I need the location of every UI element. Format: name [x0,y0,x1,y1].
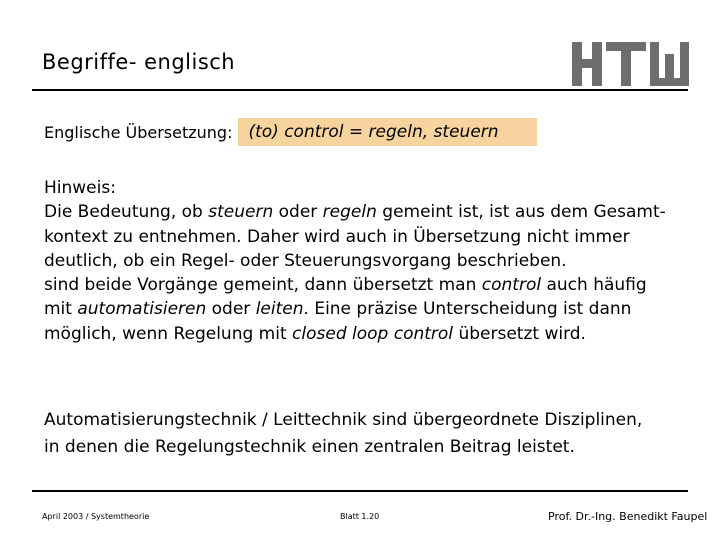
page-title: Begriffe- englisch [42,50,236,74]
summary-line: Automatisierungstechnik / Leittechnik sind übergeordnete Disziplinen, [44,410,643,430]
title-divider [32,89,688,91]
summary-block [44,407,714,461]
note-line: deutlich, ob ein Regel- oder Steuerungsvorgang beschrieben. [44,250,567,271]
note-line: kontext zu entnehmen. Daher wird auch in Übersetzung nicht immer [44,226,630,247]
note-line: mit automatisieren oder leiten. Eine präzise Unterscheidung ist dann [44,299,632,320]
translation-value: (to) control = regeln, steuern [238,118,536,146]
footer-page-number: Blatt 1.20 [340,512,380,521]
note-heading: Hinweis: [44,178,116,198]
note-line: sind beide Vorgänge gemeint, dann übersetzt man control auch häufig [44,275,647,296]
note-line: möglich, wenn Regelung mit closed loop control übersetzt wird. [44,323,586,344]
footer-author: Prof. Dr.-Ing. Benedikt Faupel [548,510,708,523]
footer-divider [32,490,688,492]
summary-line: in denen die Regelungstechnik einen zentralen Beitrag leistet. [44,437,575,457]
note-line: Die Bedeutung, ob steuern oder regeln gemeint ist, ist aus dem Gesamt- [44,202,666,223]
note-block [44,176,704,346]
htw-logo [570,40,692,88]
translation-label: Englische Übersetzung: [44,122,233,142]
footer-date-course: April 2003 / Systemtheorie [42,512,150,521]
translation-row [44,118,537,146]
